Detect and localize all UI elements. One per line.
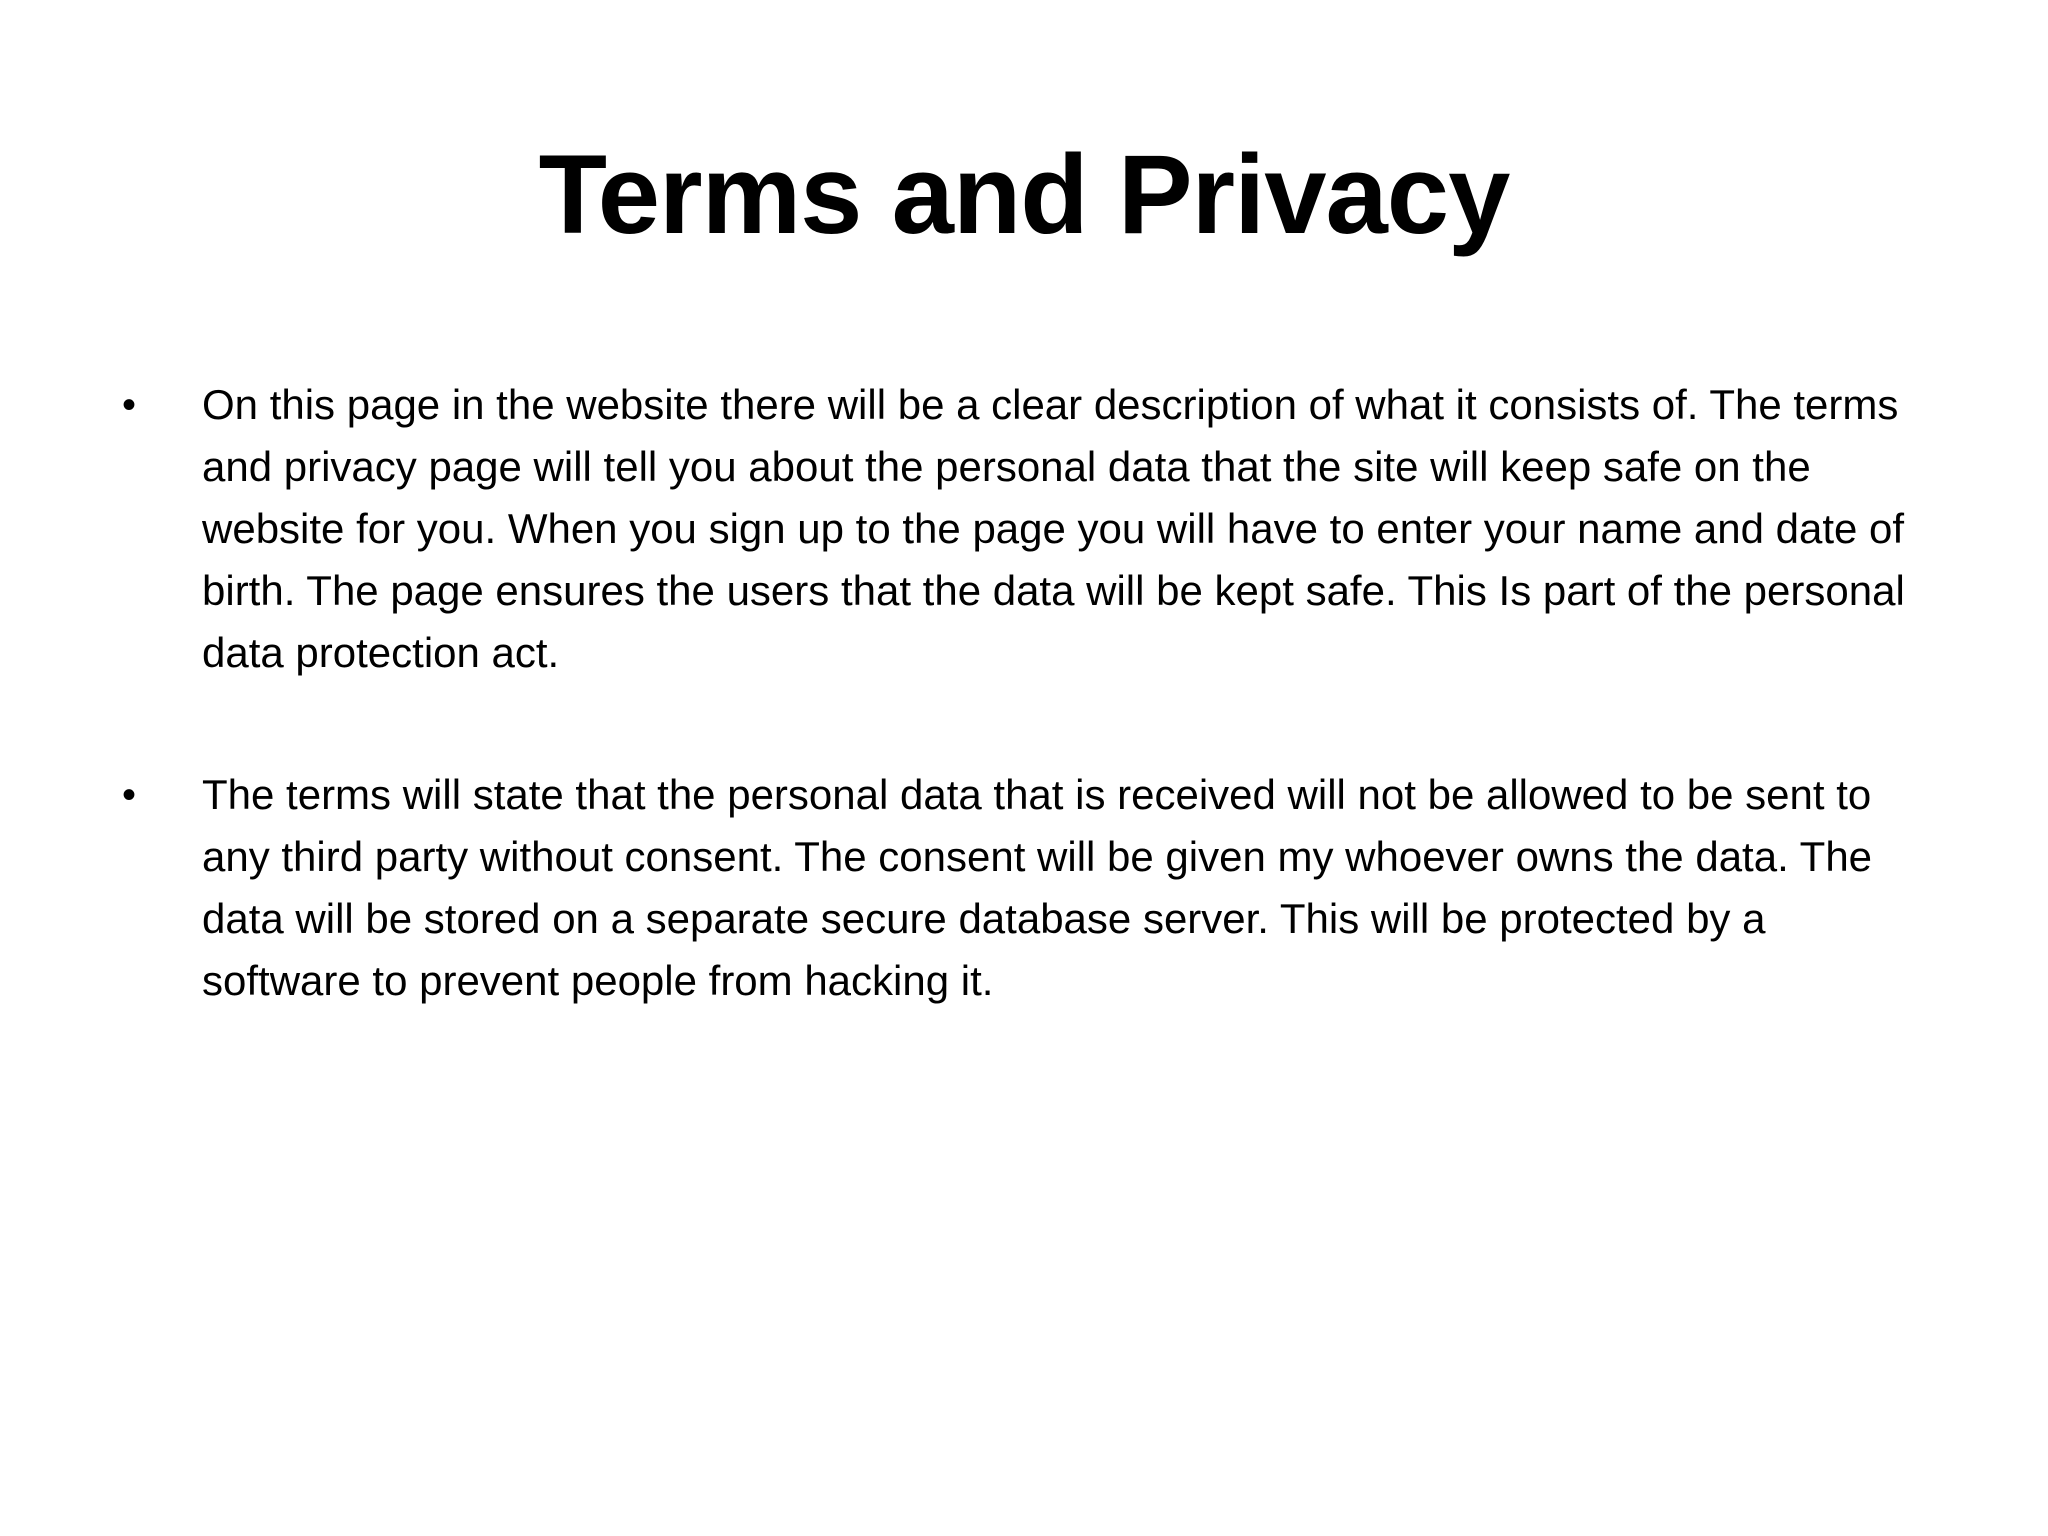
bullet-text: The terms will state that the personal data that is received will not be allowed to be sent to any third party without consent. The consent will be given my whoever owns the data. The data will be stored on a separate secure database server. This will be protected by a software to prevent people from hacking it. [202, 771, 1873, 1004]
bullet-marker-icon: • [122, 383, 137, 427]
bullet-item [118, 374, 1928, 684]
bullet-marker-icon: • [122, 773, 137, 817]
bullet-item [118, 764, 1928, 1012]
slide-title: Terms and Privacy [538, 132, 1510, 257]
bullet-text: On this page in the website there will be a clear description of what it consists of. The terms and privacy page will tell you about the personal data that the site will keep safe on the website for you. When you sign up to the page you will have to enter your name and date of birth. The page ensures the users that the data will be kept safe. This Is part of the personal data protection act. [202, 381, 1905, 676]
bullet-list [118, 374, 1928, 1092]
